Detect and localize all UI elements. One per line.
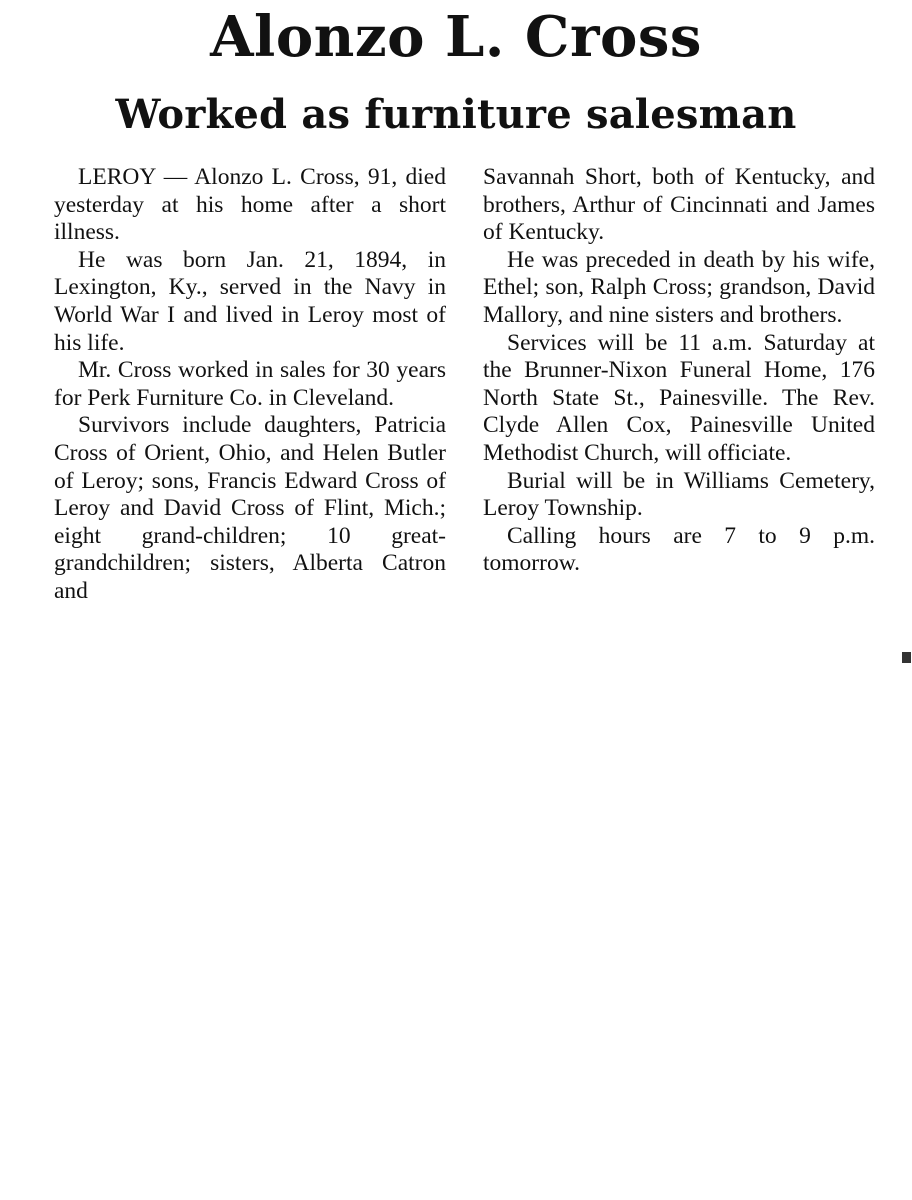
article-paragraph: Mr. Cross worked in sales for 30 years for Perk Furniture Co. in Cleveland. [54,357,446,411]
scan-artifact [902,652,911,663]
article-paragraph-continued: Savannah Short, both of Kentucky, and brothers, Arthur of Cincinnati and James of Kentucky. [483,164,875,246]
article-left-column [54,164,446,606]
article-right-column [483,164,875,578]
obituary-subheadline: Worked as furniture salesman [115,91,797,138]
article-paragraph: LEROY — Alonzo L. Cross, 91, died yesterday at his home after a short illness. [54,164,446,246]
article-paragraph: He was preceded in death by his wife, Ethel; son, Ralph Cross; grandson, David Mallory, and nine sisters and brothers. [483,246,875,328]
article-paragraph: Services will be 11 a.m. Saturday at the Brunner-Nixon Funeral Home, 176 North State St., Painesville. The Rev. Clyde Allen Cox, Painesville United Methodist Church, will officiate. [483,329,875,466]
article-paragraph: He was born Jan. 21, 1894, in Lexington, Ky., served in the Navy in World War I and lived in Leroy most of his life. [54,246,446,356]
article-paragraph: Calling hours are 7 to 9 p.m. tomorrow. [483,522,875,577]
obituary-name-headline: Alonzo L. Cross [210,4,702,70]
article-paragraph: Survivors include daughters, Patricia Cross of Orient, Ohio, and Helen Butler of Leroy; sons, Francis Edward Cross of Leroy and David Cross of Flint, Mich.; eight grand-children; 10 great-grandchildren; sisters, Alberta Catron and [54,412,446,604]
article-paragraph: Burial will be in Williams Cemetery, Leroy Township. [483,467,875,522]
